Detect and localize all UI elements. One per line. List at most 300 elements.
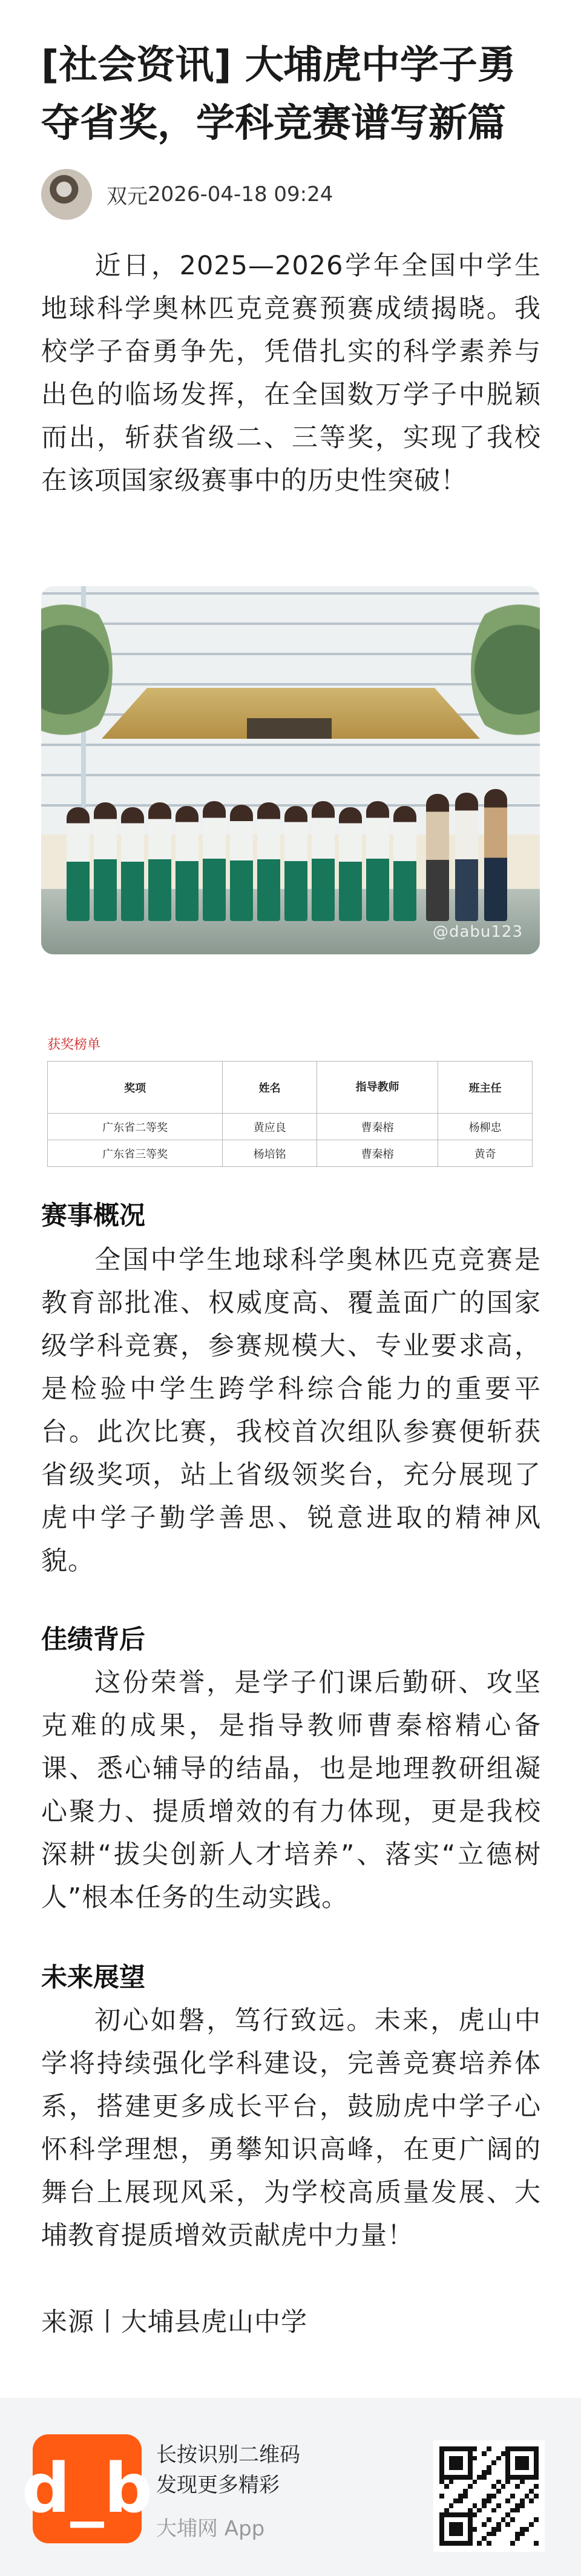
qr-module [496, 2475, 501, 2480]
qr-module [463, 2470, 468, 2475]
qr-module [449, 2484, 454, 2489]
qr-module [510, 2522, 515, 2527]
author-name[interactable]: 双元 [107, 184, 148, 209]
student [230, 805, 253, 921]
qr-module [487, 2512, 491, 2517]
qr-module [505, 2446, 510, 2451]
qr-module [505, 2470, 510, 2475]
award-header-prize: 奖项 [48, 1062, 223, 1114]
qr-module [473, 2541, 478, 2546]
qr-module [453, 2508, 458, 2513]
qr-module [458, 2451, 463, 2456]
qr-module [515, 2503, 520, 2508]
qr-module [463, 2475, 468, 2480]
qr-module [520, 2446, 525, 2451]
qr-module [515, 2541, 520, 2546]
qr-module [468, 2508, 473, 2513]
qr-module [444, 2489, 449, 2494]
author-info [41, 168, 333, 220]
qr-module [473, 2489, 478, 2494]
qr-module [520, 2522, 525, 2527]
qr-module [477, 2451, 482, 2456]
qr-module [458, 2489, 463, 2494]
qr-module [444, 2541, 449, 2546]
qr-module [468, 2512, 473, 2517]
student [257, 802, 280, 921]
qr-module [510, 2541, 515, 2546]
qr-module [487, 2536, 491, 2541]
qr-module [534, 2541, 539, 2546]
qr-module [473, 2475, 478, 2480]
qr-module [444, 2465, 449, 2470]
qr-module [496, 2484, 501, 2489]
qr-module [453, 2484, 458, 2489]
qr-module [501, 2512, 506, 2517]
award-prize: 广东省二等奖 [48, 1114, 223, 1140]
qr-module [468, 2451, 473, 2456]
qr-module [534, 2446, 539, 2451]
qr-module [463, 2451, 468, 2456]
qr-module [529, 2532, 534, 2537]
qr-module [468, 2517, 473, 2522]
qr-module [487, 2470, 491, 2475]
qr-module [529, 2541, 534, 2546]
guide-teacher: 曹秦榕 [317, 1140, 438, 1167]
qr-module [477, 2484, 482, 2489]
qr-module [496, 2456, 501, 2461]
qr-module [477, 2465, 482, 2470]
qr-module [520, 2517, 525, 2522]
qr-module [439, 2465, 444, 2470]
qr-module [496, 2489, 501, 2494]
qr-module [505, 2484, 510, 2489]
qr-module [463, 2456, 468, 2461]
qr-module [458, 2536, 463, 2541]
qr-module [453, 2527, 458, 2532]
qr-module [496, 2460, 501, 2465]
qr-module [463, 2508, 468, 2513]
qr-module [491, 2475, 496, 2480]
qr-module [482, 2498, 487, 2503]
qr-module [534, 2470, 539, 2475]
qr-module [491, 2532, 496, 2537]
qr-module [444, 2503, 449, 2508]
qr-module [510, 2503, 515, 2508]
award-table [47, 1061, 533, 1167]
qr-module [477, 2503, 482, 2508]
author-avatar[interactable] [41, 169, 92, 220]
building-sign [247, 718, 332, 739]
qr-module [449, 2536, 454, 2541]
qr-module [534, 2480, 539, 2485]
qr-module [463, 2532, 468, 2537]
qr-module [529, 2446, 534, 2451]
qr-module [525, 2484, 530, 2489]
qr-module [468, 2456, 473, 2461]
qr-module [520, 2465, 525, 2470]
qr-module [473, 2480, 478, 2485]
qr-module [510, 2470, 515, 2475]
qr-module [487, 2508, 491, 2513]
qr-module [505, 2451, 510, 2456]
student [339, 807, 362, 921]
student [284, 806, 307, 921]
qr-module [496, 2517, 501, 2522]
qr-module [482, 2489, 487, 2494]
qr-module [510, 2532, 515, 2537]
qr-module [453, 2456, 458, 2461]
qr-module [505, 2503, 510, 2508]
qr-module [482, 2456, 487, 2461]
qr-module [463, 2489, 468, 2494]
qr-module [491, 2480, 496, 2485]
qr-module [510, 2536, 515, 2541]
award-group-photo[interactable] [41, 586, 540, 954]
qr-module [477, 2480, 482, 2485]
qr-module [444, 2522, 449, 2527]
qr-module [453, 2536, 458, 2541]
table-row [48, 1114, 533, 1140]
qr-module [534, 2475, 539, 2480]
qr-module [458, 2522, 463, 2527]
qr-code[interactable] [433, 2440, 545, 2552]
student [312, 801, 335, 921]
qr-module [525, 2532, 530, 2537]
qr-module [482, 2460, 487, 2465]
qr-module [505, 2508, 510, 2513]
qr-module [482, 2451, 487, 2456]
qr-module [525, 2475, 530, 2480]
qr-module [477, 2498, 482, 2503]
qr-module [458, 2470, 463, 2475]
qr-module [510, 2494, 515, 2498]
qr-module [515, 2527, 520, 2532]
qr-module [468, 2484, 473, 2489]
qr-module [439, 2541, 444, 2546]
qr-module [487, 2522, 491, 2527]
class-teacher: 黄奇 [438, 1140, 533, 1167]
qr-module [501, 2494, 506, 2498]
qr-module [501, 2522, 506, 2527]
qr-module [515, 2456, 520, 2461]
qr-module [529, 2489, 534, 2494]
qr-module [468, 2475, 473, 2480]
qr-module [501, 2536, 506, 2541]
qr-module [505, 2532, 510, 2537]
qr-module [439, 2451, 444, 2456]
qr-module [510, 2489, 515, 2494]
qr-module [453, 2460, 458, 2465]
qr-module [487, 2489, 491, 2494]
qr-module [449, 2480, 454, 2485]
qr-module [534, 2508, 539, 2513]
qr-module [487, 2527, 491, 2532]
publish-time: 2026-04-18 09:24 [148, 182, 333, 206]
qr-module [477, 2475, 482, 2480]
qr-module [501, 2503, 506, 2508]
qr-module [525, 2541, 530, 2546]
qr-module [515, 2451, 520, 2456]
qr-module [529, 2522, 534, 2527]
qr-module [458, 2532, 463, 2537]
qr-module [534, 2527, 539, 2532]
qr-module [458, 2460, 463, 2465]
teacher [426, 794, 449, 921]
qr-module [453, 2480, 458, 2485]
qr-module [487, 2484, 491, 2489]
qr-module [529, 2527, 534, 2532]
award-header-class-teacher: 班主任 [438, 1062, 533, 1114]
qr-module [453, 2503, 458, 2508]
qr-module [482, 2508, 487, 2513]
qr-module [449, 2532, 454, 2537]
qr-module [534, 2489, 539, 2494]
qr-module [520, 2489, 525, 2494]
qr-module [496, 2465, 501, 2470]
qr-module [473, 2494, 478, 2498]
qr-module [468, 2460, 473, 2465]
qr-module [534, 2522, 539, 2527]
qr-module [473, 2536, 478, 2541]
qr-module [439, 2522, 444, 2527]
qr-module [534, 2517, 539, 2522]
article-title: [社会资讯] 大埔虎中学子勇夺省奖，学科竞赛谱写新篇 [41, 43, 516, 146]
qr-module [449, 2446, 454, 2451]
qr-module [453, 2446, 458, 2451]
qr-module [482, 2475, 487, 2480]
qr-module [487, 2532, 491, 2537]
qr-module [449, 2451, 454, 2456]
qr-module [444, 2517, 449, 2522]
student [393, 806, 416, 921]
qr-module [487, 2480, 491, 2485]
qr-module [473, 2522, 478, 2527]
qr-module [453, 2475, 458, 2480]
qr-module [505, 2527, 510, 2532]
qr-module [534, 2451, 539, 2456]
qr-module [525, 2522, 530, 2527]
qr-module [487, 2517, 491, 2522]
qr-module [491, 2489, 496, 2494]
qr-module [473, 2498, 478, 2503]
qr-module [439, 2475, 444, 2480]
qr-module [491, 2498, 496, 2503]
qr-module [477, 2536, 482, 2541]
qr-module [458, 2465, 463, 2470]
qr-module [501, 2460, 506, 2465]
qr-module [496, 2498, 501, 2503]
qr-module [444, 2536, 449, 2541]
qr-module [473, 2503, 478, 2508]
qr-module [501, 2456, 506, 2461]
qr-module [496, 2532, 501, 2537]
qr-module [510, 2484, 515, 2489]
student [94, 802, 117, 921]
qr-module [525, 2489, 530, 2494]
qr-module [501, 2451, 506, 2456]
qr-module [449, 2503, 454, 2508]
section-heading-behind-results: 佳绩背后 [41, 1625, 145, 1655]
qr-module [439, 2470, 444, 2475]
qr-module [477, 2494, 482, 2498]
app-footer [0, 2398, 581, 2576]
qr-module [458, 2517, 463, 2522]
qr-module [505, 2536, 510, 2541]
qr-module [501, 2517, 506, 2522]
qr-module [482, 2536, 487, 2541]
qr-module [491, 2527, 496, 2532]
qr-module [468, 2503, 473, 2508]
qr-module [534, 2503, 539, 2508]
qr-module [439, 2460, 444, 2465]
qr-module [449, 2541, 454, 2546]
qr-module [534, 2484, 539, 2489]
qr-module [444, 2475, 449, 2480]
photo-watermark: @dabu123 [432, 923, 523, 941]
qr-module [468, 2446, 473, 2451]
student [366, 801, 389, 921]
qr-module [520, 2484, 525, 2489]
qr-module [510, 2446, 515, 2451]
qr-module [529, 2494, 534, 2498]
qr-module [515, 2480, 520, 2485]
qr-module [496, 2470, 501, 2475]
qr-module [482, 2512, 487, 2517]
qr-module [491, 2470, 496, 2475]
qr-module [473, 2446, 478, 2451]
qr-module [534, 2512, 539, 2517]
qr-module [491, 2536, 496, 2541]
qr-module [534, 2456, 539, 2461]
qr-module [529, 2508, 534, 2513]
qr-module [505, 2489, 510, 2494]
qr-module [520, 2498, 525, 2503]
footer-app-name: 大埔网 App [156, 2517, 265, 2541]
qr-module [473, 2512, 478, 2517]
qr-module [496, 2494, 501, 2498]
qr-module [529, 2484, 534, 2489]
qr-module [534, 2460, 539, 2465]
teacher [455, 793, 478, 921]
qr-module [458, 2512, 463, 2517]
qr-module [444, 2494, 449, 2498]
qr-module [439, 2503, 444, 2508]
qr-module [482, 2541, 487, 2546]
qr-module [491, 2522, 496, 2527]
qr-module [444, 2480, 449, 2485]
qr-module [444, 2532, 449, 2537]
qr-module [444, 2484, 449, 2489]
qr-module [487, 2541, 491, 2546]
qr-module [487, 2498, 491, 2503]
qr-module [515, 2536, 520, 2541]
qr-module [468, 2541, 473, 2546]
qr-module [477, 2522, 482, 2527]
qr-module [439, 2498, 444, 2503]
qr-module [525, 2460, 530, 2465]
qr-module [444, 2451, 449, 2456]
qr-module [458, 2508, 463, 2513]
qr-module [510, 2475, 515, 2480]
qr-module [491, 2512, 496, 2517]
qr-module [463, 2484, 468, 2489]
qr-module [439, 2456, 444, 2461]
qr-module [482, 2484, 487, 2489]
section-heading-overview: 赛事概况 [41, 1201, 145, 1231]
qr-module [463, 2494, 468, 2498]
qr-module [444, 2460, 449, 2465]
qr-module [444, 2470, 449, 2475]
qr-module [496, 2536, 501, 2541]
qr-module [520, 2541, 525, 2546]
student [176, 806, 199, 921]
qr-module [449, 2494, 454, 2498]
qr-module [520, 2451, 525, 2456]
qr-module [439, 2527, 444, 2532]
qr-module [525, 2517, 530, 2522]
qr-module [482, 2446, 487, 2451]
qr-module [453, 2541, 458, 2546]
qr-module [482, 2465, 487, 2470]
qr-module [529, 2456, 534, 2461]
qr-module [529, 2503, 534, 2508]
qr-module [487, 2475, 491, 2480]
qr-module [496, 2503, 501, 2508]
award-header-teacher: 指导教师 [317, 1062, 438, 1114]
qr-module [477, 2470, 482, 2475]
qr-module [477, 2456, 482, 2461]
qr-module [529, 2465, 534, 2470]
qr-module [520, 2512, 525, 2517]
qr-module [468, 2532, 473, 2537]
qr-module [525, 2512, 530, 2517]
qr-module [487, 2460, 491, 2465]
outlook-paragraph: 初心如磐，笃行致远。未来，虎山中学将持续强化学科建设，完善竞赛培养体系，搭建更多成长平台，鼓励虎中学子心怀科学理想，勇攀知识高峰，在更广阔的舞台上展现风采，为学校高质量发展、大埔教育提质增效贡献虎中力量！ [41, 2006, 541, 2251]
qr-module [477, 2489, 482, 2494]
qr-module [505, 2517, 510, 2522]
qr-module [444, 2508, 449, 2513]
qr-module [453, 2470, 458, 2475]
qr-module [482, 2503, 487, 2508]
qr-module [491, 2503, 496, 2508]
overview-paragraph: 全国中学生地球科学奥林匹克竞赛是教育部批准、权威度高、覆盖面广的国家级学科竞赛，参赛规模大、专业要求高，是检验中学生跨学科综合能力的重要平台。此次比赛，我校首次组队参赛便斩获省级奖项，站上省级领奖台，充分展现了虎中学子勤学善思、锐意进取的精神风貌。 [41, 1245, 541, 1576]
qr-module [468, 2465, 473, 2470]
qr-module [520, 2480, 525, 2485]
qr-module [477, 2460, 482, 2465]
qr-module [453, 2465, 458, 2470]
qr-module [468, 2489, 473, 2494]
qr-module [487, 2446, 491, 2451]
qr-module [473, 2456, 478, 2461]
qr-module [501, 2446, 506, 2451]
app-logo[interactable]: d_b [33, 2434, 142, 2543]
section-heading-outlook: 未来展望 [41, 1963, 145, 1993]
qr-module [496, 2508, 501, 2513]
qr-module [520, 2508, 525, 2513]
qr-module [463, 2498, 468, 2503]
qr-module [458, 2475, 463, 2480]
qr-module [534, 2494, 539, 2498]
qr-module [453, 2517, 458, 2522]
qr-module [463, 2536, 468, 2541]
qr-module [477, 2512, 482, 2517]
qr-module [439, 2484, 444, 2489]
qr-module [487, 2503, 491, 2508]
qr-module [520, 2536, 525, 2541]
qr-module [510, 2498, 515, 2503]
qr-module [525, 2456, 530, 2461]
qr-module [444, 2446, 449, 2451]
